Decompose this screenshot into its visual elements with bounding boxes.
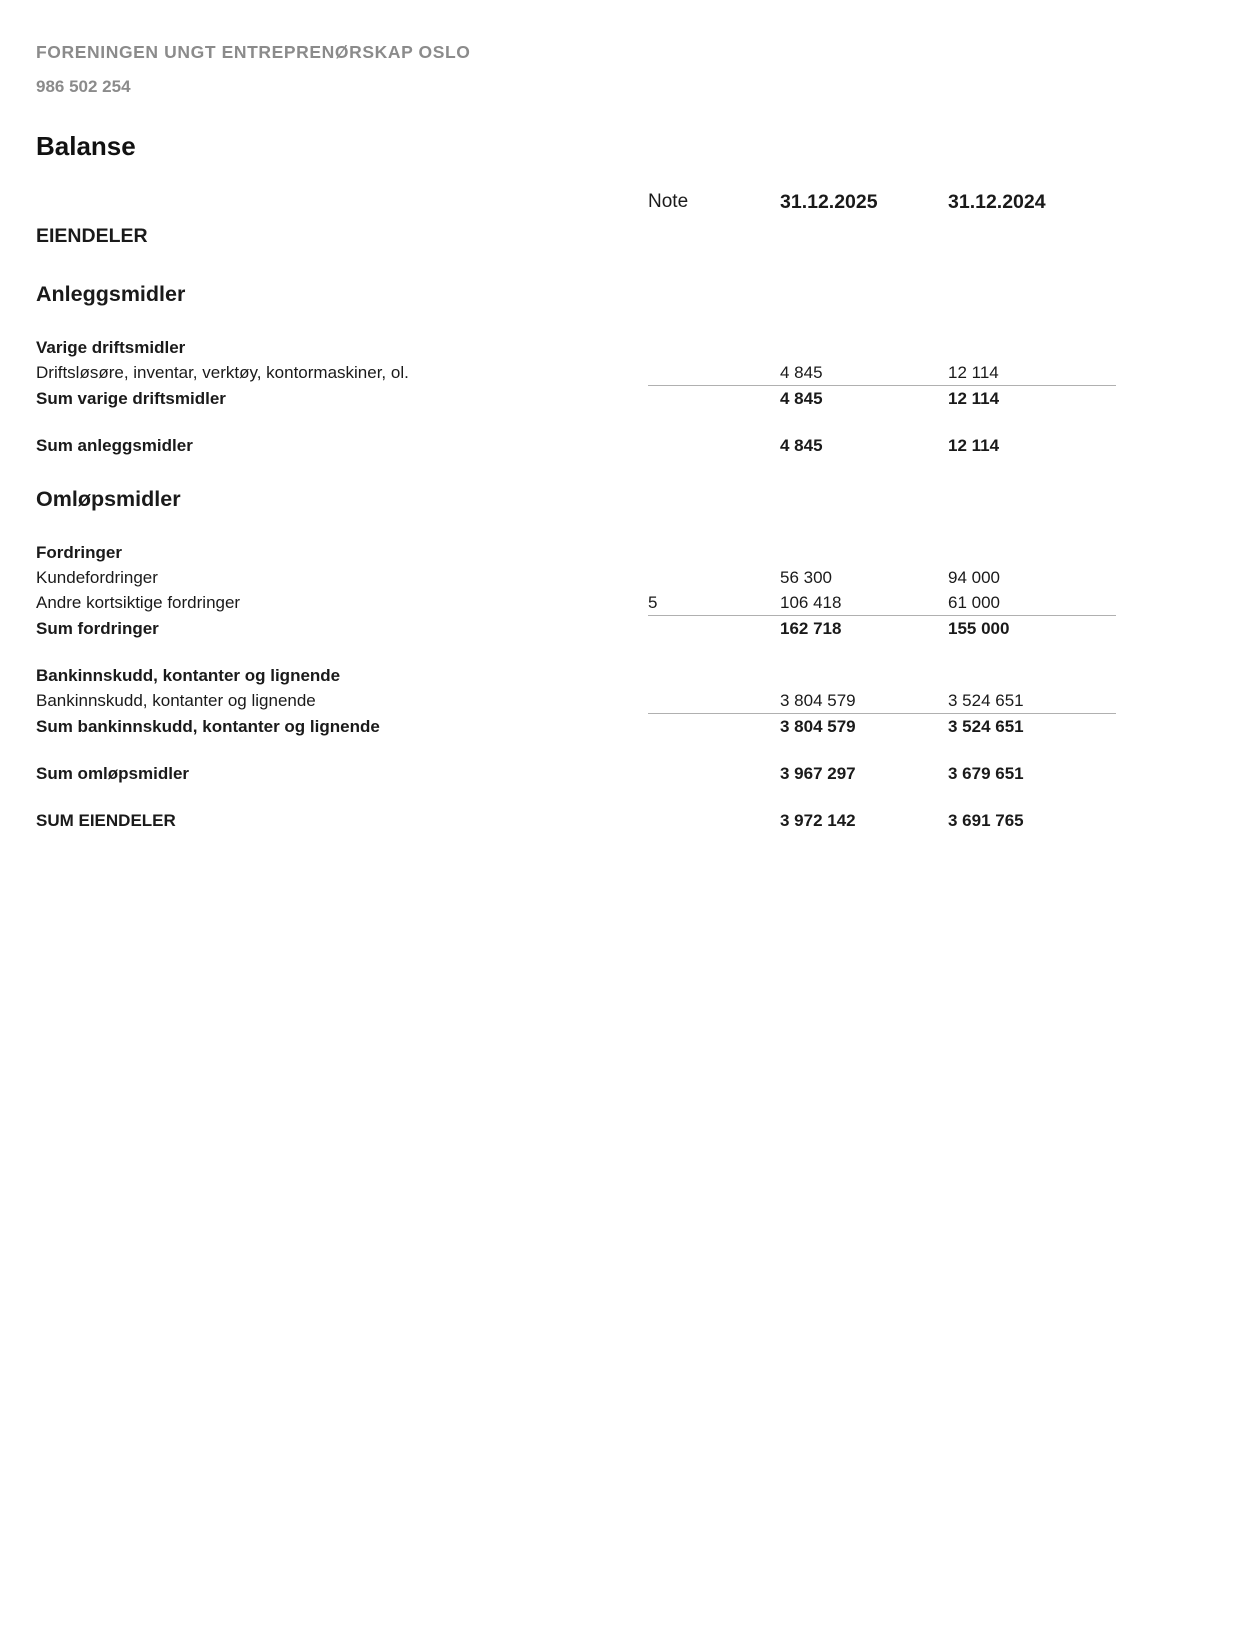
row-current-current-assets-total: 3 967 297 — [780, 763, 856, 783]
row-note-other-receivables: 5 — [648, 592, 658, 612]
row-current-bank-total: 3 804 579 — [780, 713, 948, 739]
column-header-label — [36, 185, 648, 219]
row-current-bank-item: 3 804 579 — [780, 690, 856, 710]
section-heading-assets — [36, 219, 1116, 253]
row-previous-fixed-assets-total: 12 114 — [948, 435, 1000, 455]
section-heading-fixed-assets — [36, 275, 1116, 313]
column-header-previous-period: 31.12.2024 — [948, 190, 1046, 213]
group-heading-receivables-label: Fordringer — [36, 542, 122, 562]
table-row-subtotal — [36, 615, 1116, 641]
page-title: Balanse — [36, 130, 136, 161]
row-label-other-receivables: Andre kortsiktige fordringer — [36, 593, 241, 612]
table-header-row — [36, 185, 1116, 219]
row-previous-bank-item: 3 524 651 — [948, 690, 1024, 710]
row-label-current-assets-total: Sum omløpsmidler — [36, 763, 190, 783]
section-heading-current-assets — [36, 480, 1116, 518]
spacer — [36, 411, 1116, 433]
row-note-bank-item — [648, 688, 780, 714]
row-previous-assets-grand-total: 3 691 765 — [948, 810, 1024, 830]
row-current-receivables-total: 162 718 — [780, 615, 948, 641]
company-name: FORENINGEN UNGT ENTREPRENØRSKAP OSLO — [36, 42, 471, 62]
section-heading-fixed-assets-label: Anleggsmidler — [36, 281, 186, 306]
row-note-fixed-assets-total — [648, 433, 780, 458]
row-label-receivables-total: Sum fordringer — [36, 618, 159, 638]
row-current-tangible-total: 4 845 — [780, 385, 948, 411]
row-current-assets-grand-total: 3 972 142 — [780, 810, 856, 830]
table-row-subtotal — [36, 713, 1116, 739]
row-note-current-assets-total — [648, 761, 780, 786]
row-current-fixed-assets-total: 4 845 — [780, 435, 823, 455]
table-row-grand-total-assets — [36, 808, 1116, 833]
group-heading-tangible-assets-label: Varige driftsmidler — [36, 337, 186, 357]
row-current-other-receivables: 106 418 — [780, 592, 842, 612]
column-header-current-period: 31.12.2025 — [780, 190, 878, 213]
table-row — [36, 565, 1116, 590]
row-label-bank-item: Bankinnskudd, kontanter og lignende — [36, 691, 316, 710]
table-row-subtotal — [36, 385, 1116, 411]
row-note-assets-grand-total — [648, 808, 780, 833]
group-heading-bank-deposits-label: Bankinnskudd, kontanter og lignende — [36, 665, 341, 685]
balance-sheet-table — [36, 185, 1116, 833]
table-row — [36, 590, 1116, 616]
spacer — [36, 641, 1116, 663]
group-heading-receivables — [36, 540, 1116, 565]
row-label-bank-total: Sum bankinnskudd, kontanter og lignende — [36, 716, 380, 736]
group-heading-bank-deposits — [36, 663, 1116, 688]
spacer — [36, 739, 1116, 761]
row-note-bank-total — [648, 713, 780, 739]
row-previous-receivables-total: 155 000 — [948, 615, 1116, 641]
row-note-trade-receivables — [648, 565, 780, 590]
row-previous-current-assets-total: 3 679 651 — [948, 763, 1024, 783]
row-note-receivables-total — [648, 615, 780, 641]
section-heading-current-assets-label: Omløpsmidler — [36, 486, 181, 511]
table-row — [36, 360, 1116, 386]
company-org-number: 986 502 254 — [36, 76, 131, 96]
row-current-trade-receivables: 56 300 — [780, 567, 832, 587]
row-note-tangible-total — [648, 385, 780, 411]
table-row-total-fixed-assets — [36, 433, 1116, 458]
row-previous-tangible-item: 12 114 — [948, 362, 999, 382]
spacer — [36, 458, 1116, 480]
spacer — [36, 786, 1116, 808]
row-current-tangible-item: 4 845 — [780, 362, 823, 382]
section-heading-assets-label: EIENDELER — [36, 224, 148, 247]
document-content — [36, 44, 1116, 833]
row-previous-trade-receivables: 94 000 — [948, 567, 1000, 587]
spacer — [36, 313, 1116, 335]
row-label-fixed-assets-total: Sum anleggsmidler — [36, 435, 193, 455]
table-row-total-current-assets — [36, 761, 1116, 786]
row-previous-tangible-total: 12 114 — [948, 385, 1116, 411]
table-row — [36, 688, 1116, 714]
row-note-tangible-item — [648, 360, 780, 386]
row-label-assets-grand-total: SUM EIENDELER — [36, 810, 176, 830]
row-label-tangible-item: Driftsløsøre, inventar, verktøy, kontormaskiner, ol. — [36, 363, 409, 382]
group-heading-tangible-assets — [36, 335, 1116, 360]
row-previous-other-receivables: 61 000 — [948, 592, 1000, 612]
spacer — [36, 253, 1116, 275]
row-label-tangible-total: Sum varige driftsmidler — [36, 388, 226, 408]
row-label-trade-receivables: Kundefordringer — [36, 567, 158, 587]
column-header-note: Note — [648, 190, 689, 212]
row-previous-bank-total: 3 524 651 — [948, 713, 1116, 739]
spacer — [36, 518, 1116, 540]
